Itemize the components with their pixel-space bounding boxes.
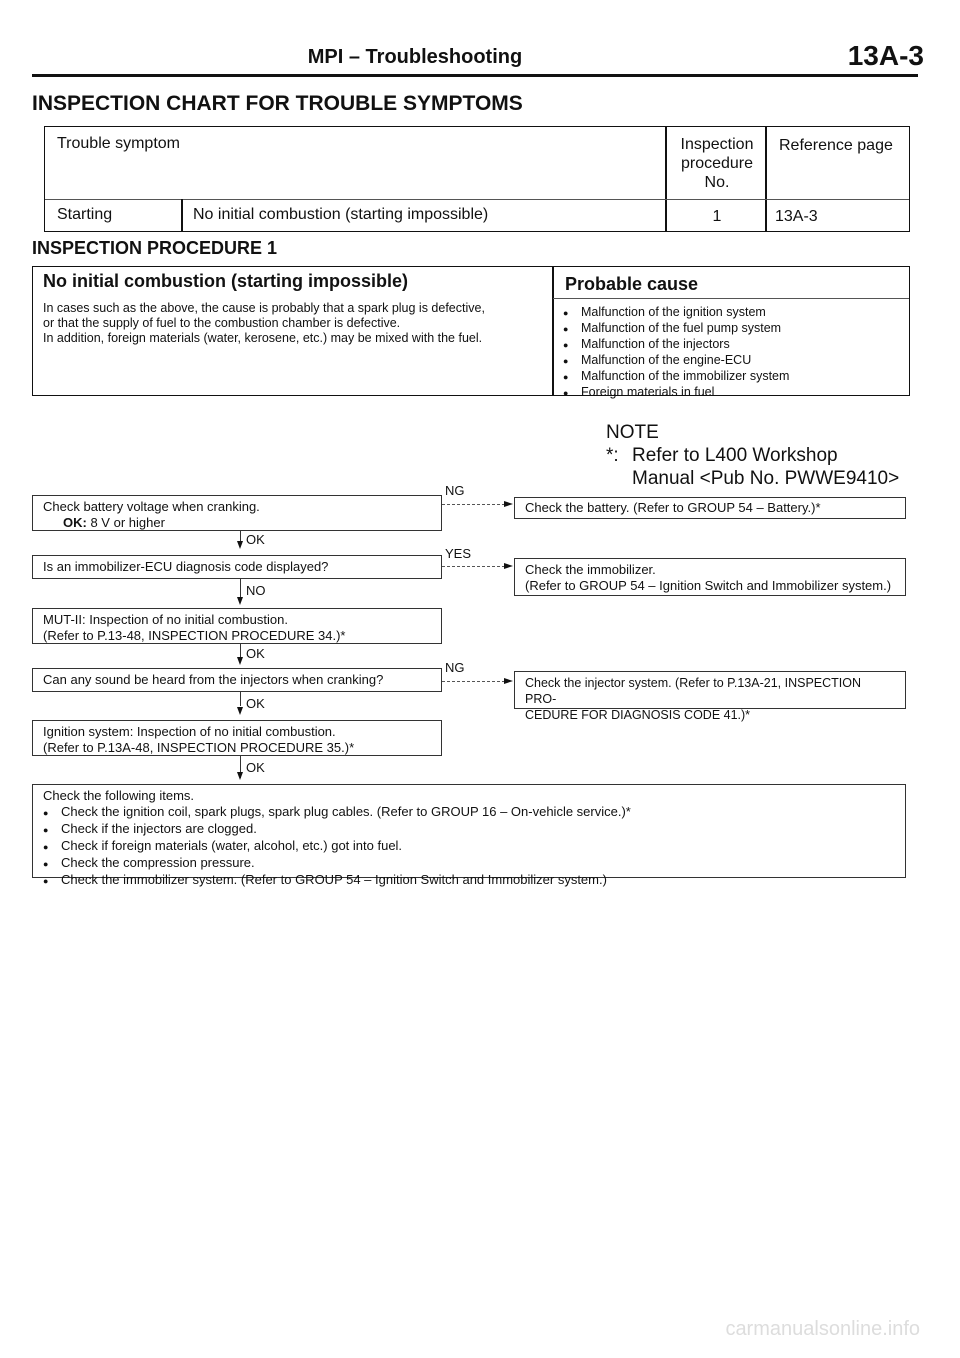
cause-text: Malfunction of the injectors [581, 337, 730, 351]
section-title: INSPECTION CHART FOR TROUBLE SYMPTOMS [32, 92, 523, 115]
ok-criterion-label: OK: [63, 515, 87, 530]
ok-label: OK [246, 760, 265, 775]
flow-action-text: CEDURE FOR DIAGNOSIS CODE 41.)* [525, 708, 751, 722]
probable-cause-heading: Probable cause [565, 274, 699, 294]
cause-text: Malfunction of the fuel pump system [581, 321, 782, 335]
ok-label: OK [246, 646, 265, 661]
final-check-item [43, 804, 895, 821]
flow-final-checks [32, 784, 906, 887]
yes-label: YES [445, 546, 472, 561]
final-check-text: Check if the injectors are clogged. [61, 821, 257, 836]
note-text: Refer to L400 Workshop [632, 445, 838, 466]
note-line [606, 444, 899, 467]
flow-step-text: MUT-II: Inspection of no initial combustion. [43, 612, 288, 627]
flow-action-injector [514, 671, 906, 722]
cause-text: Malfunction of the immobilizer system [581, 369, 790, 383]
bullet-icon: ● [563, 356, 569, 366]
procedure-rule [553, 298, 909, 299]
table-row-divider [45, 199, 909, 200]
final-check-text: Check the ignition coil, spark plugs, spark plug cables. (Refer to GROUP 16 – On-vehicle service.)* [61, 804, 631, 819]
arrow-down-icon [237, 657, 243, 665]
note-marker: *: [606, 445, 619, 466]
note-block [606, 421, 899, 490]
connector-line [240, 644, 241, 658]
arrow-right-icon [504, 563, 513, 569]
procedure-heading: No initial combustion (starting impossible) [43, 271, 409, 291]
final-check-text: Check the immobilizer system. (Refer to GROUP 54 – Ignition Switch and Immobilizer system.) [61, 872, 607, 887]
flow-step-text: Check battery voltage when cranking. [43, 499, 260, 514]
connector-line [240, 579, 241, 597]
row-symptom: No initial combustion (starting impossible) [193, 206, 489, 223]
bullet-icon: ● [43, 859, 49, 869]
col-header-procedure [667, 135, 767, 192]
final-check-text: Check if foreign materials (water, alcohol, etc.) got into fuel. [61, 838, 403, 853]
row-procedure-no: 1 [712, 208, 722, 225]
header-rule [32, 74, 918, 77]
ok-criterion-value: 8 V or higher [90, 515, 165, 530]
arrow-down-icon [237, 772, 243, 780]
procedure-box [32, 266, 910, 399]
description-line: or that the supply of fuel to the combustion chamber is defective. [43, 316, 401, 330]
bullet-icon: ● [563, 324, 569, 334]
col-header-reference: Reference page [779, 137, 893, 154]
flow-step-immobilizer-code: Is an immobilizer-ECU diagnosis code displayed? [32, 555, 442, 579]
flow-step-text: (Refer to P.13A-48, INSPECTION PROCEDURE 35.)* [43, 740, 355, 755]
cause-text: Foreign materials in fuel [581, 385, 715, 399]
no-label: NO [246, 583, 266, 598]
page-header-title: MPI – Troubleshooting [307, 46, 523, 68]
ok-label: OK [246, 696, 265, 711]
row-category: Starting [57, 206, 113, 223]
col-header-procedure-line: No. [704, 174, 730, 191]
bullet-icon: ● [43, 808, 49, 818]
final-check-item [43, 855, 895, 872]
cause-text: Malfunction of the ignition system [581, 305, 766, 319]
watermark: carmanualsonline.info [725, 1318, 920, 1340]
col-header-symptom: Trouble symptom [57, 135, 180, 152]
cause-item [563, 353, 789, 369]
connector-line [240, 692, 241, 706]
final-check-text: Check the compression pressure. [61, 855, 255, 870]
bullet-icon: ● [563, 388, 569, 398]
symptom-table [44, 126, 910, 232]
connector-line [442, 504, 505, 506]
final-check-item [43, 838, 895, 855]
ng-label: NG [445, 660, 465, 675]
bullet-icon: ● [43, 842, 49, 852]
ok-label: OK [246, 532, 265, 547]
final-check-item [43, 872, 895, 889]
flow-action-immobilizer [514, 558, 906, 596]
description-line: In addition, foreign materials (water, kerosene, etc.) may be mixed with the fuel. [43, 331, 483, 345]
cause-item [563, 321, 789, 337]
bullet-icon: ● [43, 825, 49, 835]
table-divider [181, 199, 183, 231]
flow-step-ignition-system [32, 720, 442, 756]
flow-action-text: Check the immobilizer. [525, 562, 656, 577]
bullet-icon: ● [43, 876, 49, 886]
flow-action-text: Check the injector system. (Refer to P.13A-21, INSPECTION PRO- [525, 676, 862, 706]
col-header-procedure-line: Inspection [680, 136, 754, 153]
procedure-title: INSPECTION PROCEDURE 1 [32, 238, 278, 258]
flow-step-injector-sound: Can any sound be heard from the injectors when cranking? [32, 668, 442, 692]
bullet-icon: ● [563, 340, 569, 350]
flow-action-battery: Check the battery. (Refer to GROUP 54 – Battery.)* [514, 497, 906, 519]
flow-step-criterion [43, 515, 431, 531]
cause-text: Malfunction of the engine-ECU [581, 353, 752, 367]
note-text: Manual <Pub No. PWWE9410> [632, 468, 900, 489]
ng-label: NG [445, 483, 465, 498]
procedure-divider [552, 267, 554, 395]
final-check-item [43, 821, 895, 838]
page-number: 13A-3 [847, 40, 924, 71]
flow-step-text: (Refer to P.13-48, INSPECTION PROCEDURE 34.)* [43, 628, 346, 643]
bullet-icon: ● [563, 308, 569, 318]
final-checks-heading: Check the following items. [43, 788, 195, 803]
procedure-description [43, 301, 485, 346]
arrow-right-icon [504, 501, 513, 507]
description-line: In cases such as the above, the cause is probably that a spark plug is defective, [43, 301, 485, 315]
cause-item [563, 369, 789, 385]
flow-action-text: (Refer to GROUP 54 – Ignition Switch and Immobilizer system.) [525, 578, 892, 593]
arrow-down-icon [237, 707, 243, 715]
col-header-procedure-line: procedure [680, 155, 754, 172]
cause-item [563, 385, 789, 401]
arrow-right-icon [504, 678, 513, 684]
probable-cause-list [563, 305, 789, 401]
connector-line [442, 681, 505, 683]
note-title: NOTE [606, 422, 659, 443]
connector-line [442, 566, 505, 568]
bullet-icon: ● [563, 372, 569, 382]
cause-item [563, 337, 789, 353]
cause-item [563, 305, 789, 321]
flow-step-mut-inspection [32, 608, 442, 644]
arrow-down-icon [237, 597, 243, 605]
flow-step-battery [32, 495, 442, 531]
row-reference: 13A-3 [775, 208, 818, 225]
flow-step-text: Ignition system: Inspection of no initial combustion. [43, 724, 336, 739]
arrow-down-icon [237, 541, 243, 549]
